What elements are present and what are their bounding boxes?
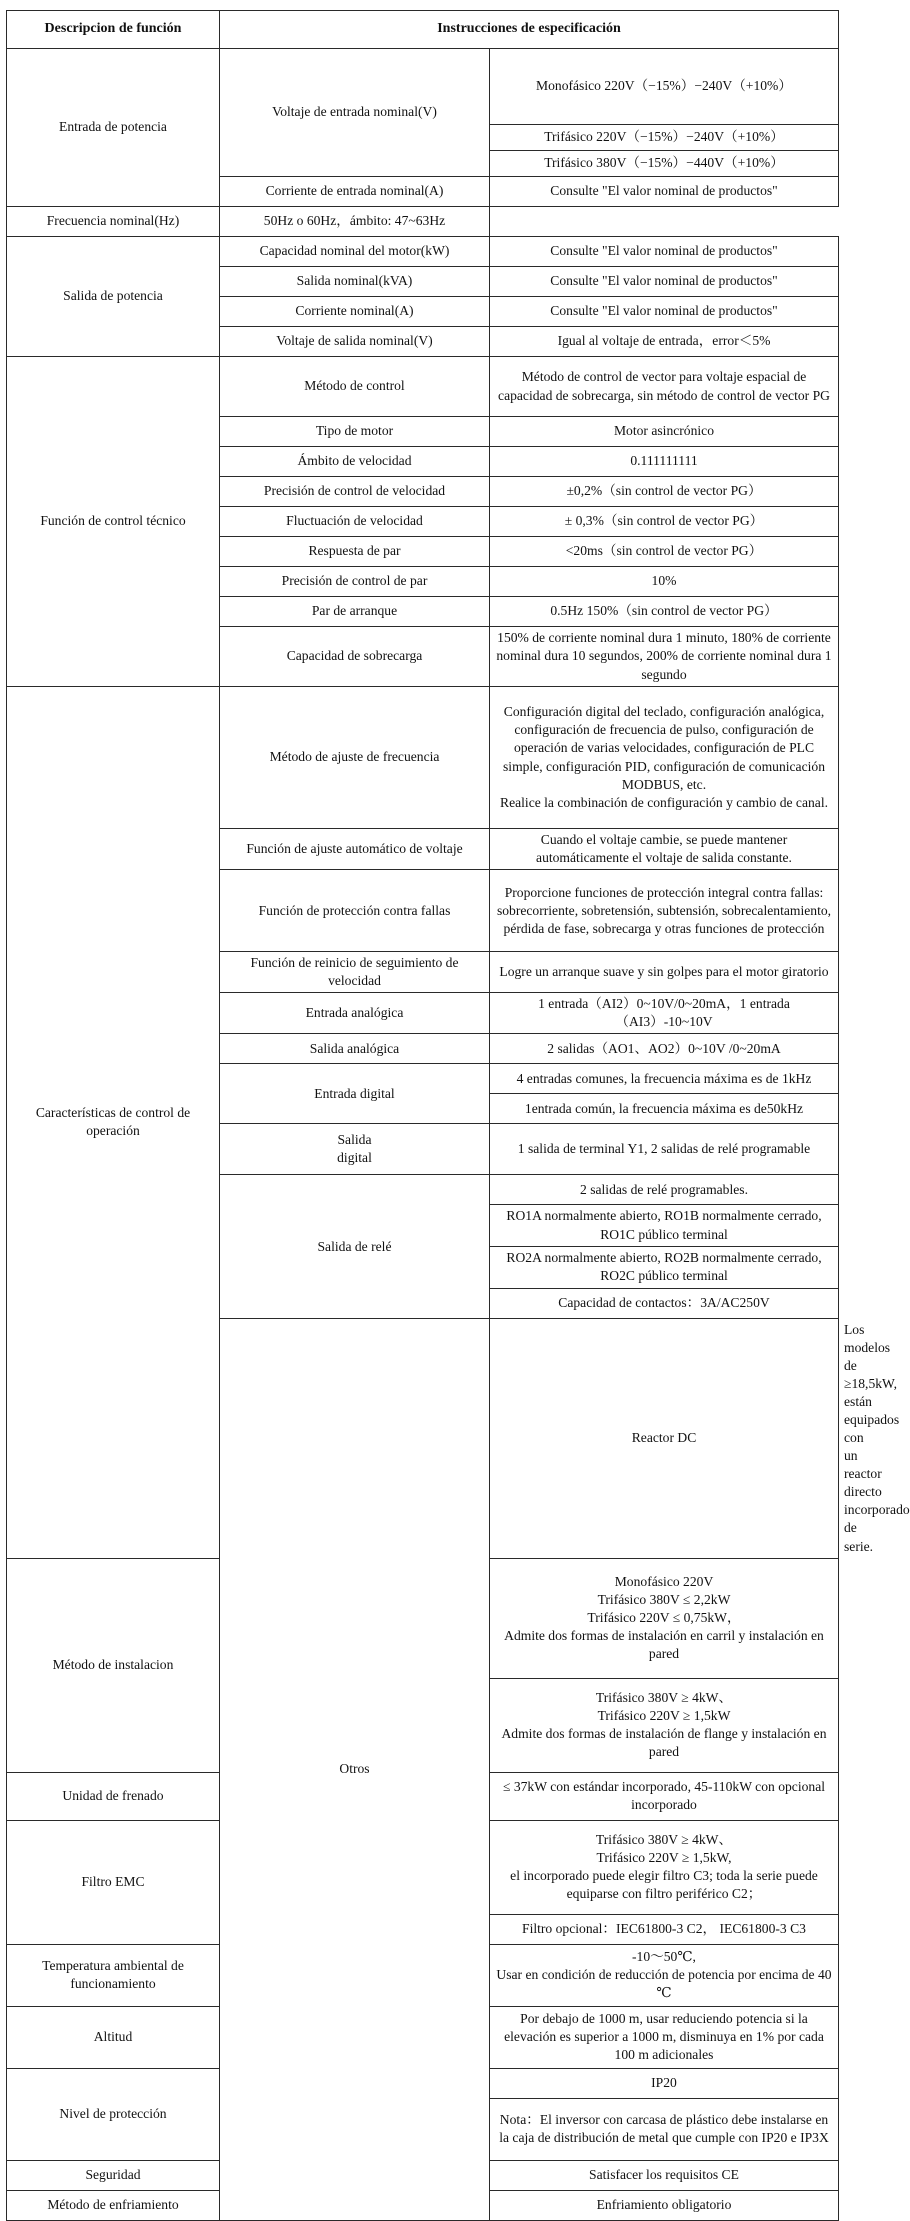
table-cell: 10% — [490, 567, 839, 597]
table-cell: Entrada digital — [220, 1064, 490, 1124]
table-cell: Precisión de control de par — [220, 567, 490, 597]
table-cell: RO2A normalmente abierto, RO2B normalmente cerrado, RO2C público terminal — [490, 1246, 839, 1288]
table-cell: RO1A normalmente abierto, RO1B normalmente cerrado, RO1C público terminal — [490, 1205, 839, 1246]
table-cell: Salida de potencia — [7, 237, 220, 357]
table-cell: Consulte "El valor nominal de productos" — [490, 297, 839, 327]
table-cell: Unidad de frenado — [7, 1772, 220, 1820]
table-cell: Nivel de protección — [7, 2068, 220, 2160]
table-cell: Consulte "El valor nominal de productos" — [490, 237, 839, 267]
table-cell: <20ms（sin control de vector PG） — [490, 537, 839, 567]
table-cell: Corriente nominal(A) — [220, 297, 490, 327]
table-cell: Capacidad nominal del motor(kW) — [220, 237, 490, 267]
table-cell: Ámbito de velocidad — [220, 447, 490, 477]
table-cell: Monofásico 220V（−15%）−240V（+10%） — [490, 49, 839, 125]
table-cell: Precisión de control de velocidad — [220, 477, 490, 507]
table-cell: ≤ 37kW con estándar incorporado, 45-110kW con opcional incorporado — [490, 1772, 839, 1820]
table-cell: Función de protección contra fallas — [220, 870, 490, 952]
spec-table — [6, 10, 910, 2221]
table-cell: Trifásico 380V ≥ 4kW、 Trifásico 220V ≥ 1,5kW Admite dos formas de instalación de flange y instalación en pared — [490, 1678, 839, 1772]
table-cell: Motor asincrónico — [490, 417, 839, 447]
table-cell: Temperatura ambiental de funcionamiento — [7, 1944, 220, 2006]
table-cell: Otros — [220, 1318, 490, 2220]
table-row: Otros Reactor DC Los modelos de ≥18,5kW, están equipados con un reactor directo incorporado de serie. — [7, 1318, 839, 1558]
table-cell: IP20 — [490, 2068, 839, 2098]
table-cell: Frecuencia nominal(Hz) — [7, 207, 220, 237]
table-cell: Voltaje de salida nominal(V) — [220, 327, 490, 357]
table-cell: Seguridad — [7, 2160, 220, 2190]
table-cell: Proporcione funciones de protección integral contra fallas: sobrecorriente, sobretensión, subtensión, sobrecalentamiento, pérdida de fase, sobrecarga y otras funciones de protección — [490, 870, 839, 952]
table-cell: Reactor DC — [490, 1318, 839, 1558]
table-cell: 50Hz o 60Hz，ámbito: 47~63Hz — [220, 207, 490, 237]
table-cell: Salida nominal(kVA) — [220, 267, 490, 297]
table-cell: ± 0,3%（sin control de vector PG） — [490, 507, 839, 537]
table-cell: Método de instalacion — [7, 1558, 220, 1772]
table-cell: -10～50℃, Usar en condición de reducción de potencia por encima de 40 ℃ — [490, 1944, 839, 2006]
table-cell: Características de control de operación — [7, 687, 220, 1559]
table-cell: Capacidad de sobrecarga — [220, 627, 490, 687]
table-row — [7, 207, 839, 237]
table-cell: Cuando el voltaje cambie, se puede mantener automáticamente el voltaje de salida constante. — [490, 829, 839, 870]
table-cell: Función de ajuste automático de voltaje — [220, 829, 490, 870]
table-row — [7, 49, 839, 125]
table-cell: Salida digital — [220, 1124, 490, 1175]
table-cell: Logre un arranque suave y sin golpes para el motor giratorio — [490, 952, 839, 993]
header-function-description: Descripcion de función — [7, 11, 220, 49]
table-cell: Igual al voltaje de entrada，error＜5% — [490, 327, 839, 357]
table-cell: Nota：El inversor con carcasa de plástico debe instalarse en la caja de distribución de metal que cumple con IP20 e IP3X — [490, 2098, 839, 2160]
table-cell: Trifásico 220V（−15%）−240V（+10%） — [490, 125, 839, 151]
table-cell: 2 salidas（AO1、AO2）0~10V /0~20mA — [490, 1034, 839, 1064]
table-cell: Tipo de motor — [220, 417, 490, 447]
spec-document — [6, 10, 910, 2213]
table-cell: Trifásico 380V（−15%）−440V（+10%） — [490, 151, 839, 177]
table-cell: Consulte "El valor nominal de productos" — [490, 267, 839, 297]
table-cell: Monofásico 220V Trifásico 380V ≤ 2,2kW Trifásico 220V ≤ 0,75kW， Admite dos formas de instalación en carril y instalación en pared — [490, 1558, 839, 1678]
table-cell: Por debajo de 1000 m, usar reduciendo potencia si la elevación es superior a 1000 m, disminuya en 1% por cada 100 m adicionales — [490, 2006, 839, 2068]
table-cell: Respuesta de par — [220, 537, 490, 567]
table-cell: Función de control técnico — [7, 357, 220, 687]
table-cell: Capacidad de contactos：3A/AC250V — [490, 1288, 839, 1318]
table-cell: Corriente de entrada nominal(A) — [220, 177, 490, 207]
table-cell: 1 salida de terminal Y1, 2 salidas de relé programable — [490, 1124, 839, 1175]
table-cell: Método de enfriamiento — [7, 2190, 220, 2220]
table-row — [7, 357, 839, 417]
table-cell: 150% de corriente nominal dura 1 minuto, 180% de corriente nominal dura 10 segundos, 200% de corriente nominal dura 1 segundo — [490, 627, 839, 687]
table-cell: Método de control — [220, 357, 490, 417]
table-cell: Entrada de potencia — [7, 49, 220, 207]
table-cell: Filtro EMC — [7, 1820, 220, 1944]
table-cell: Salida de relé — [220, 1175, 490, 1318]
table-cell: Consulte "El valor nominal de productos" — [490, 177, 839, 207]
table-cell: Trifásico 380V ≥ 4kW、 Trifásico 220V ≥ 1,5kW, el incorporado puede elegir filtro C3; toda la serie puede equiparse con filtro periférico C2； — [490, 1820, 839, 1914]
table-cell: 2 salidas de relé programables. — [490, 1175, 839, 1205]
table-cell: Filtro opcional：IEC61800-3 C2， IEC61800-3 C3 — [490, 1914, 839, 1944]
table-cell: Altitud — [7, 2006, 220, 2068]
table-cell: Configuración digital del teclado, configuración analógica, configuración de frecuencia de pulso, configuración de operación de varias velocidades, configuración de PLC simple, configuración PID, configuración de comunicación MODBUS, etc. Realice la combinación de configuración y cambio de canal. — [490, 687, 839, 829]
table-cell: Satisfacer los requisitos CE — [490, 2160, 839, 2190]
table-cell: Par de arranque — [220, 597, 490, 627]
table-body — [7, 49, 910, 2221]
table-cell: Método de control de vector para voltaje espacial de capacidad de sobrecarga, sin método de control de vector PG — [490, 357, 839, 417]
header-specification: Instrucciones de especificación — [220, 11, 839, 49]
table-cell: Salida analógica — [220, 1034, 490, 1064]
table-row — [7, 687, 839, 829]
table-cell: Enfriamiento obligatorio — [490, 2190, 839, 2220]
table-cell: Función de reinicio de seguimiento de velocidad — [220, 952, 490, 993]
table-cell: Fluctuación de velocidad — [220, 507, 490, 537]
table-cell: ±0,2%（sin control de vector PG） — [490, 477, 839, 507]
table-cell: Método de ajuste de frecuencia — [220, 687, 490, 829]
table-cell: Entrada analógica — [220, 993, 490, 1034]
table-cell: 0.111111111 — [490, 447, 839, 477]
table-cell: 1 entrada（AI2）0~10V/0~20mA，1 entrada（AI3）-10~10V — [490, 993, 839, 1034]
header-row — [7, 11, 839, 49]
table-cell: 4 entradas comunes, la frecuencia máxima es de 1kHz — [490, 1064, 839, 1094]
table-cell: Voltaje de entrada nominal(V) — [220, 49, 490, 177]
table-cell: 1entrada común, la frecuencia máxima es de50kHz — [490, 1094, 839, 1124]
table-cell: 0.5Hz 150%（sin control de vector PG） — [490, 597, 839, 627]
table-row — [7, 237, 839, 267]
